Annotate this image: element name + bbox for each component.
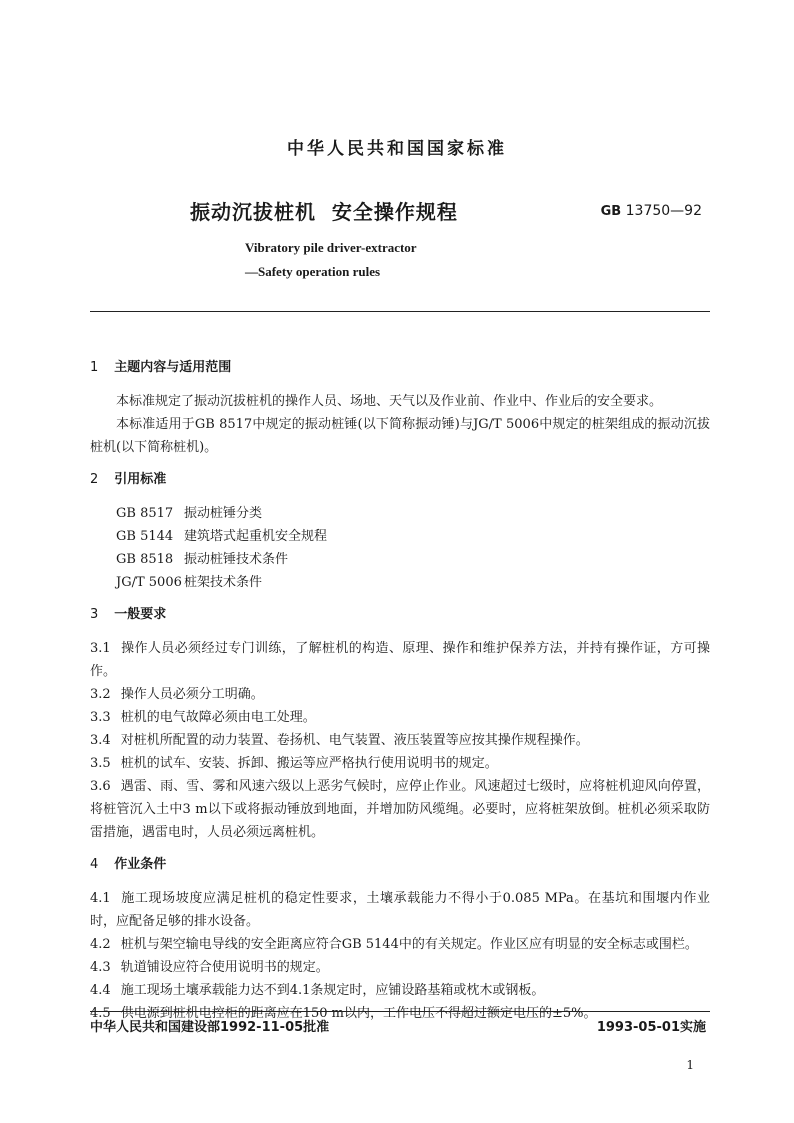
standard-code: 13750—92 [625,203,702,219]
clause: 3.6 遇雷、雨、雪、雾和风速六级以上恶劣气候时，应停止作业。风速超过七级时，应将桩机迎风向停置，将桩管沉入土中3 m以下或将振动锤放到地面，并增加防风缆绳。必要时，应将桩架放倒。桩机必须采取防雷措施，遇雷电时，人员必须远离桩机。 [90,779,710,840]
clause: 4.5 供电源到桩机电控柜的距离应在150 m以内，工作电压不得超过额定电压的±5%。 [90,1006,597,1021]
header-divider [90,311,710,312]
document-title-chinese: 振动沉拔桩机 安全操作规程 [190,200,458,224]
section-heading-4: 4 作业条件 [90,857,167,872]
section-heading-2: 2 引用标准 [90,472,167,487]
clause: 3.1 操作人员必须经过专门训练，了解桩机的构造、原理、操作和维护保养方法，并持有操作证，方可操作。 [90,641,710,679]
paragraph: 本标准适用于GB 8517中规定的振动桩锤(以下简称振动锤)与JG/T 5006中规定的桩架组成的振动沉拔桩机(以下简称桩机)。 [90,417,710,455]
standard-prefix: GB [600,204,622,219]
clause: 4.4 施工现场土壤承载能力达不到4.1条规定时，应铺设路基箱或枕木或钢板。 [90,983,545,998]
clause: 3.2 操作人员必须分工明确。 [90,687,264,702]
title-en-line-1: Vibratory pile driver-extractor [245,240,417,255]
reference-item: GB 5144 建筑塔式起重机安全规程 [116,529,328,544]
document-body [90,356,710,1025]
reference-item: JG/T 5006 桩架技术条件 [116,575,263,590]
section-heading-3: 3 一般要求 [90,607,167,622]
section-heading-1: 1 主题内容与适用范围 [90,360,232,375]
footer-divider [90,1011,710,1012]
clause: 4.3 轨道铺设应符合使用说明书的规定。 [90,960,329,975]
standard-number [601,203,702,219]
reference-item: GB 8518 振动桩锤技术条件 [116,552,289,567]
page-number: 1 [686,1058,694,1072]
document-title-english [245,236,417,284]
clause: 3.5 桩机的试车、安装、拆卸、搬运等应严格执行使用说明书的规定。 [90,756,498,771]
clause: 4.2 桩机与架空输电导线的安全距离应符合GB 5144中的有关规定。作业区应有明显的安全标志或围栏。 [90,937,698,952]
standard-type-heading: 中华人民共和国国家标准 [287,139,507,159]
approval-statement: 中华人民共和国建设部1992-11-05批准 [90,1020,330,1035]
paragraph: 本标准规定了振动沉拔桩机的操作人员、场地、天气以及作业前、作业中、作业后的安全要求。 [116,394,663,409]
reference-item: GB 8517 振动桩锤分类 [116,506,263,521]
effective-date: 1993-05-01实施 [596,1020,706,1035]
clause: 4.1 施工现场坡度应满足桩机的稳定性要求，土壤承载能力不得小于0.085 MPa。在基坑和围堰内作业时，应配备足够的排水设备。 [90,891,710,929]
clause: 3.3 桩机的电气故障必须由电工处理。 [90,710,316,725]
clause: 3.4 对桩机所配置的动力装置、卷扬机、电气装置、液压装置等应按其操作规程操作。 [90,733,589,748]
title-en-line-2: —Safety operation rules [245,264,381,279]
